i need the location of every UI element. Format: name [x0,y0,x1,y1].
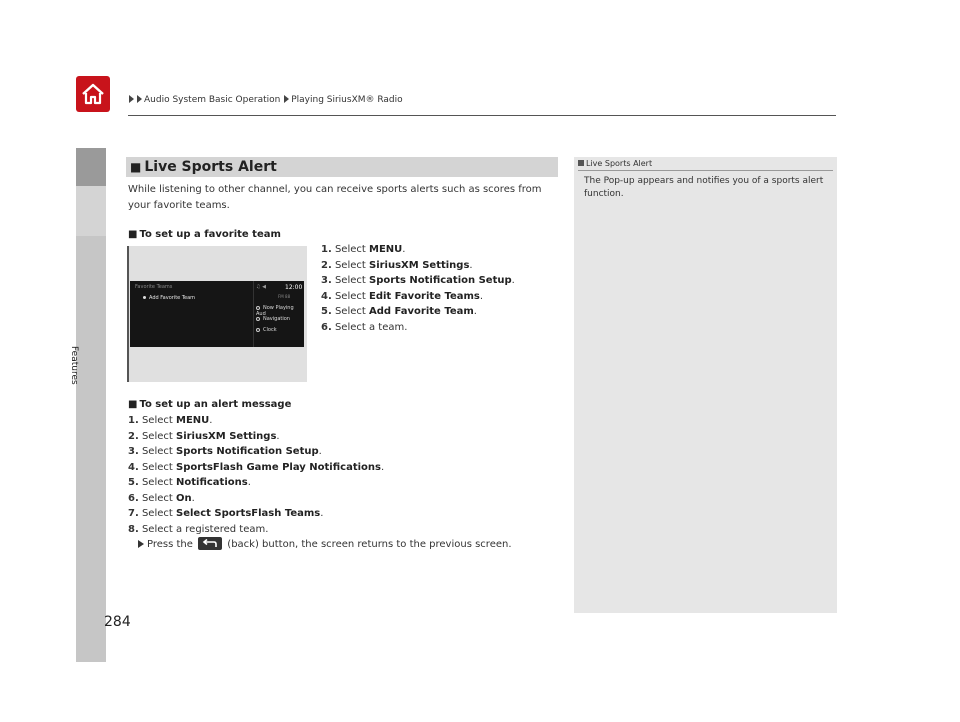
side-tab-label[interactable]: Features [69,346,79,385]
page-number: 284 [104,614,131,630]
alert-message-heading [128,399,291,410]
note-body: The Pop-up appears and notifies you of a sports alert function. [584,176,824,199]
side-tab-strip-lower [76,236,106,662]
house-icon [80,81,106,107]
section-square-icon: ■ [130,160,142,174]
breadcrumb [128,95,403,105]
frame-left-bar [127,246,129,382]
subsection-square-icon: ■ [128,229,138,240]
result-arrow-icon [138,540,144,548]
list-item: 8. Select a registered team. [128,523,269,535]
list-item: 6. Select On. [128,492,195,504]
screen-left-pane [130,281,254,347]
navigation-icon [256,317,260,321]
screen-band: FM 88 [278,294,291,299]
list-item: 5. Select Notifications. [128,477,251,488]
screen-clock: 12:00 [285,284,303,291]
home-icon[interactable] [76,76,110,112]
screen-shortcut-item: Navigation [256,316,290,322]
list-item: 1. Select MENU. [321,244,406,255]
note-marker-icon [578,160,584,166]
screen-menu-item: Add Favorite Team [143,295,195,301]
plus-icon [143,296,146,299]
favorite-team-heading-text: To set up a favorite team [139,229,281,240]
list-item: 1. Select MENU. [128,415,213,426]
list-item: 3. Select Sports Notification Setup. [321,275,515,286]
list-item: 5. Select Add Favorite Team. [321,306,477,317]
list-item: 7. Select Select SportsFlash Teams. [128,508,324,519]
screen-source-indicator: ♫ ◀ [256,284,266,290]
favorite-team-steps [321,242,515,335]
section-title: Live Sports Alert [144,159,277,175]
breadcrumb-arrow-icon [137,95,142,103]
breadcrumb-arrow-icon [129,95,134,103]
back-button-icon [198,537,222,550]
note-heading: Live Sports Alert [578,159,652,168]
alert-message-heading-text: To set up an alert message [139,399,292,410]
breadcrumb-arrow-icon [284,95,289,103]
list-item: 2. Select SiriusXM Settings. [128,430,280,442]
favorite-team-heading [128,229,281,240]
header-divider [128,115,836,116]
breadcrumb-link-siriusxm[interactable]: Playing SiriusXM® Radio [291,95,403,105]
list-item-substep: Press the (back) button, the screen returns to the previous screen. [128,537,512,553]
audio-icon [256,306,260,310]
list-item: 6. Select a team. [321,321,408,333]
breadcrumb-link-audio-basic[interactable]: Audio System Basic Operation [144,95,281,105]
list-item: 4. Select Edit Favorite Teams. [321,290,484,302]
head-unit-screen [130,281,304,347]
list-item: 3. Select Sports Notification Setup. [128,446,322,457]
screen-shortcut-item: Now Playing Aud [256,305,294,317]
subsection-square-icon: ■ [128,399,138,410]
alert-message-steps [128,413,512,553]
list-item: 2. Select SiriusXM Settings. [321,259,473,271]
screen-title: Favorite Teams [135,284,173,290]
side-tab-marker [76,148,106,186]
note-divider [578,170,833,171]
screen-shortcut-item: Clock [256,327,277,333]
intro-paragraph: While listening to other channel, you can receive sports alerts such as scores from your favorite teams. [128,184,542,211]
section-heading [126,157,558,177]
side-note-panel [574,157,837,613]
clock-icon [256,328,260,332]
list-item: 4. Select SportsFlash Game Play Notifications. [128,461,385,473]
